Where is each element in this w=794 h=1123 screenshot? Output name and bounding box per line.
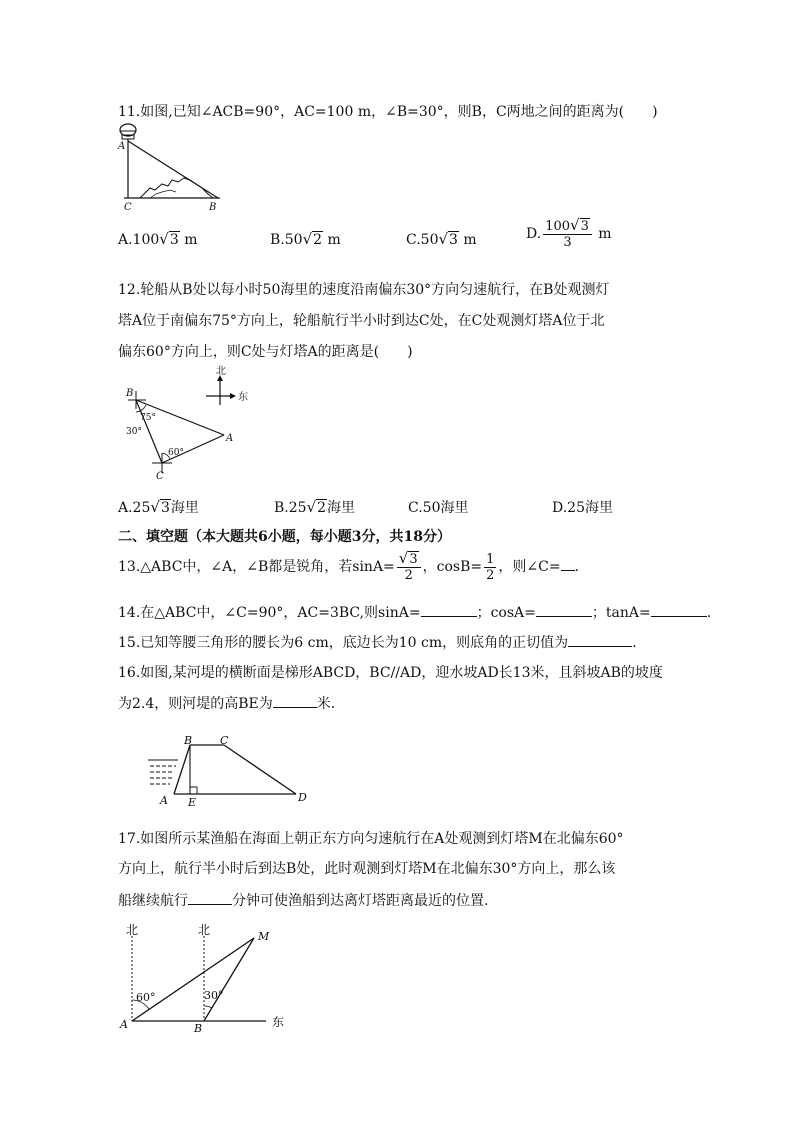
q17-line-2: 方向上，航行半小时后到达B处，此时观测到灯塔M在北偏东30°方向上，那么该 (118, 861, 616, 877)
q14: 14.在△ABC中，∠C=90°，AC=3BC,则sinA= ；cosA= ；tanA= . (118, 602, 711, 623)
q17-label-m: M (258, 930, 270, 943)
q16-label-d: D (298, 791, 307, 804)
q12-line-2: 塔A位于南偏东75°方向上，轮船航行半小时到达C处，在C处观测灯塔A位于北 (118, 313, 605, 329)
q14-blank-tan (651, 602, 707, 617)
q16-figure (148, 732, 318, 812)
q12-label-b: B (126, 388, 134, 399)
q12-option-a: A.25√3海里 (118, 498, 199, 516)
q13-blank (561, 556, 575, 571)
q16-label-c: C (220, 734, 229, 747)
q11-label-b: B (209, 202, 217, 213)
q13: 13.△ABC中，∠A，∠B都是锐角，若sinA= $\frac{√3}{2}$ ，cosB= $\frac{1}{2}$ ，则∠C= . (118, 549, 580, 583)
q17-label-north-a: 北 (126, 923, 139, 937)
q17-label-60: 60° (136, 991, 156, 1004)
section-2-title: 二、填空题（本大题共6小题，每小题3分，共18分） (118, 529, 451, 545)
q11-option-b: B.50√2 m (270, 230, 341, 248)
q12-label-60: 60° (168, 448, 184, 458)
q11-stem: 11.如图,已知∠ACB=90°，AC=100 m，∠B=30°，则B，C两地之间的距离为( ) (118, 104, 658, 120)
q16-label-e: E (188, 796, 197, 809)
q17-label-east: 东 (272, 1015, 285, 1029)
q16-label-a: A (160, 794, 168, 807)
q12-label-30: 30° (126, 427, 142, 437)
q17-label-b: B (194, 1022, 203, 1035)
q11-label-c: C (124, 202, 132, 213)
q17-figure (116, 920, 296, 1035)
q12-option-c: C.50海里 (408, 500, 469, 516)
q16-label-b: B (184, 734, 193, 747)
q17-blank (188, 890, 232, 905)
q11-option-d: D. $\frac{100√3}{3}$ m (526, 216, 612, 250)
q12-label-a: A (226, 433, 234, 444)
q14-blank-sin (421, 602, 477, 617)
q12-figure (118, 365, 258, 485)
q12-label-north: 北 (216, 366, 226, 377)
q16-line-1: 16.如图,某河堤的横断面是梯形ABCD，BC//AD，迎水坡AD长13米，且斜坡AB的坡度 (118, 665, 663, 681)
q16-blank (273, 693, 317, 708)
q15: 15.已知等腰三角形的腰长为6 cm，底边长为10 cm，则底角的正切值为 . (118, 632, 637, 653)
q12-label-c: C (156, 471, 164, 482)
q14-blank-cos (536, 602, 592, 617)
q12-option-b: B.25√2海里 (274, 498, 356, 516)
q12-label-75: 75° (140, 413, 156, 423)
q11-figure (110, 122, 230, 212)
q16-line-2: 为2.4，则河堤的高BE为 米. (118, 693, 335, 714)
q17-line-1: 17.如图所示某渔船在海面上朝正东方向匀速航行在A处观测到灯塔M在北偏东60° (118, 831, 624, 847)
q12-line-3: 偏东60°方向上，则C处与灯塔A的距离是( ) (118, 344, 413, 360)
q11-option-c: C.50√3 m (406, 230, 477, 248)
q12-line-1: 12.轮船从B处以每小时50海里的速度沿南偏东30°方向匀速航行，在B处观测灯 (118, 282, 610, 298)
q17-label-a: A (120, 1018, 128, 1031)
q12-option-d: D.25海里 (552, 500, 613, 516)
q17-label-north-b: 北 (198, 923, 211, 937)
q17-label-30: 30° (204, 989, 224, 1002)
q15-blank (568, 632, 632, 647)
q12-label-east: 东 (238, 392, 248, 403)
q11-label-a: A (118, 141, 126, 152)
q17-line-3: 船继续航行 分钟可使渔船到达离灯塔距离最近的位置. (118, 890, 488, 911)
q11-option-a: A.100√3 m (118, 230, 198, 248)
